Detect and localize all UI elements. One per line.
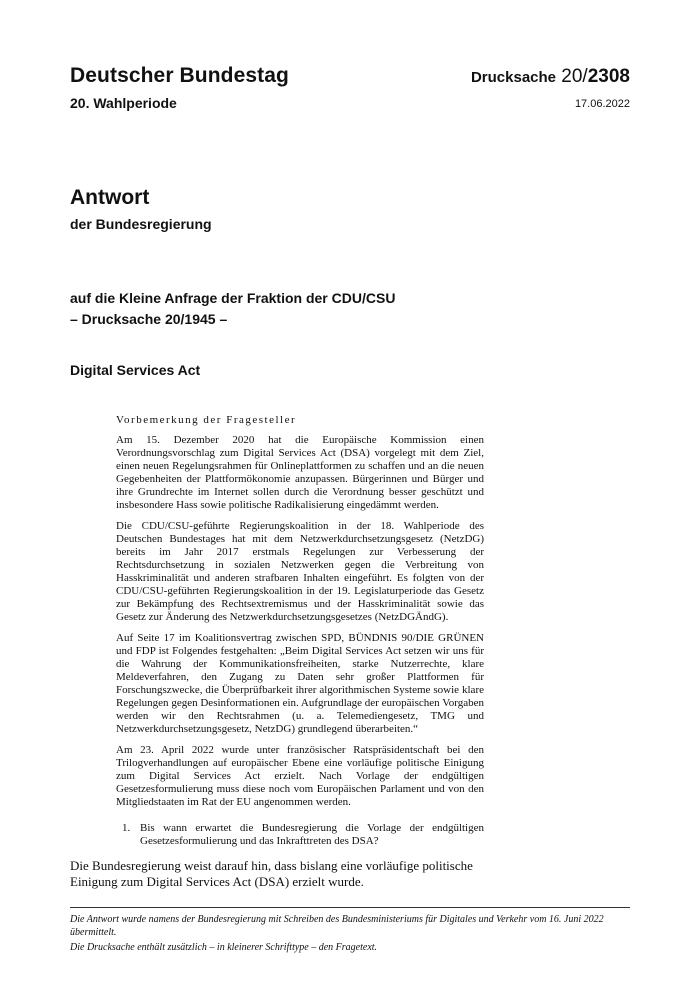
document-reference: [471, 66, 630, 110]
drucksache-number: 2308: [587, 66, 630, 87]
answer-title: Antwort: [70, 186, 150, 209]
preliminary-paragraph: Auf Seite 17 im Koalitionsvertrag zwischen SPD, BÜNDNIS 90/DIE GRÜNEN und FDP ist Folgendes festgehalten: „Beim Digital Services Act setzen wir uns für die Wahrung der Kommunikationsfreiheiten, starke Nutzerrechte, klare Meldeverfahren, den Zugang zu Daten sehr großer Plattformen für Forschungszwecke, die Überprüfbarkeit ihrer algorithmischen Systeme sowie klare Regelungen gegen Desinformationen ein. Aufgrundlage der europäischen Vorgaben werden wir den Rechtsrahmen (u. a. Telemediengesetz, TMG und Netzwerkdurchsetzungsgesetz, NetzDG) grundlegend überarbeiten.“: [116, 632, 484, 735]
preliminary-remark: [116, 414, 484, 817]
inquiry-line: auf die Kleine Anfrage der Fraktion der CDU/CSU: [70, 290, 396, 306]
footer-note: [70, 913, 630, 956]
drucksache-label: Drucksache: [470, 69, 557, 86]
institution-name: Deutscher Bundestag: [70, 64, 289, 87]
answer-heading: [70, 186, 212, 232]
footer-divider: [70, 907, 630, 908]
footer-transmission-note: Die Antwort wurde namens der Bundesregierung mit Schreiben des Bundesministeriums für Digitales und Verkehr vom 16. Juni 2022 übermittelt.: [70, 914, 604, 938]
subject-title: Digital Services Act: [70, 362, 201, 378]
drucksache-prefix: 20/: [561, 66, 588, 87]
preliminary-heading: Vorbemerkung der Fragesteller: [116, 414, 297, 426]
question-text: Bis wann erwartet die Bundesregierung die Vorlage der endgültigen Gesetzesformulierung und das Inkrafttreten des DSA?: [140, 822, 484, 847]
footer-print-note: Die Drucksache enthält zusätzlich – in kleinerer Schrifttype – den Fragetext.: [70, 942, 378, 953]
answer-subtitle: der Bundesregierung: [70, 216, 212, 232]
preliminary-paragraph: Die CDU/CSU-geführte Regierungskoalition in der 18. Wahlperiode des Deutschen Bundestages hat mit dem Netzwerkdurchsetzungsgesetz (NetzDG) bereits im Jahr 2017 erstmals Regelungen zur Verbesserung der Rechtsdurchsetzung in sozialen Netzwerken gegen die Verbreitung von Hasskriminalität und anderen strafbaren Inhalten eingeführt. Es folgten von der CDU/CSU-geführten Regierungskoalition in der 19. Legislaturperiode das Gesetz zur Bekämpfung des Rechtsextremismus und der Hasskriminalität sowie das Gesetz zur Änderung des Netzwerkdurchsetzungsgesetzes (NetzDGÄndG).: [116, 520, 484, 623]
question-number: 1.: [122, 822, 131, 834]
election-period: 20. Wahlperiode: [70, 95, 177, 111]
preliminary-paragraph: Am 23. April 2022 wurde unter französischer Ratspräsidentschaft bei den Trilogverhandlungen auf europäischer Ebene eine vorläufige politische Einigung zum Digital Services Act erzielt. Nach Vorlage der endgültigen Gesetzesformulierung muss diese noch vom Europäischen Parlament und von den Mitgliedstaaten im Rat der EU angenommen werden.: [116, 744, 484, 808]
drucksache-line: [471, 66, 630, 88]
inquiry-reference: [70, 288, 395, 330]
preliminary-paragraph: Am 15. Dezember 2020 hat die Europäische Kommission einen Verordnungsvorschlag zum Digital Services Act (DSA) vorgelegt mit dem Ziel, einen neuen Regelungsrahmen für Onlineplattformen zu schaffen und an die neuen Gegebenheiten der Plattformökonomie anzupassen. Bürgerinnen und Bürger und ihre Grundrechte im Internet sollen durch die Verordnung besser geschützt und insbesondere Hass sowie politische Radikalisierung eingedämmt werden.: [116, 434, 484, 511]
answer-1: Die Bundesregierung weist darauf hin, dass bislang eine vorläufige politische Einigung zum Digital Services Act (DSA) erzielt wurde.: [70, 858, 473, 889]
question-1: [122, 822, 484, 848]
inquiry-drucksache: – Drucksache 20/1945 –: [70, 311, 228, 327]
document-header: [70, 64, 289, 111]
document-date: 17.06.2022: [574, 98, 630, 110]
